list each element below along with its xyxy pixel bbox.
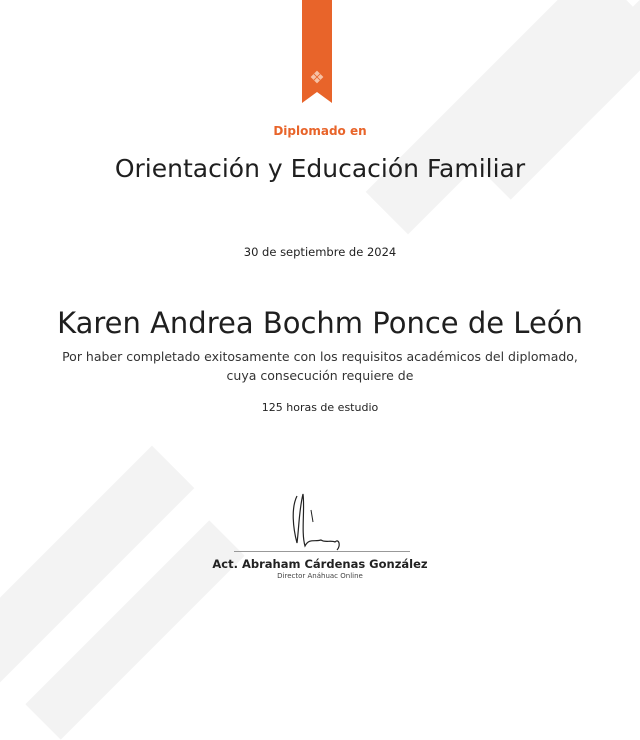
course-title: Orientación y Educación Familiar (114, 154, 526, 183)
recipient-name: Karen Andrea Bochm Ponce de León (57, 306, 583, 340)
description (0, 347, 640, 385)
description-line: cuya consecución requiere de (226, 368, 414, 383)
signature-image (285, 488, 355, 554)
signer-role: Director Anáhuac Online (277, 572, 363, 580)
issue-date: 30 de septiembre de 2024 (243, 245, 397, 259)
signature-line (234, 551, 410, 552)
signer-name: Act. Abraham Cárdenas González (212, 557, 428, 571)
diploma-kicker: Diplomado en (273, 124, 367, 138)
description-line: Por haber completado exitosamente con los requisitos académicos del diplomado, (62, 349, 578, 364)
study-hours: 125 horas de estudio (261, 401, 379, 414)
ribbon-bookmark-icon (302, 0, 332, 103)
background-stripe (366, 0, 635, 234)
